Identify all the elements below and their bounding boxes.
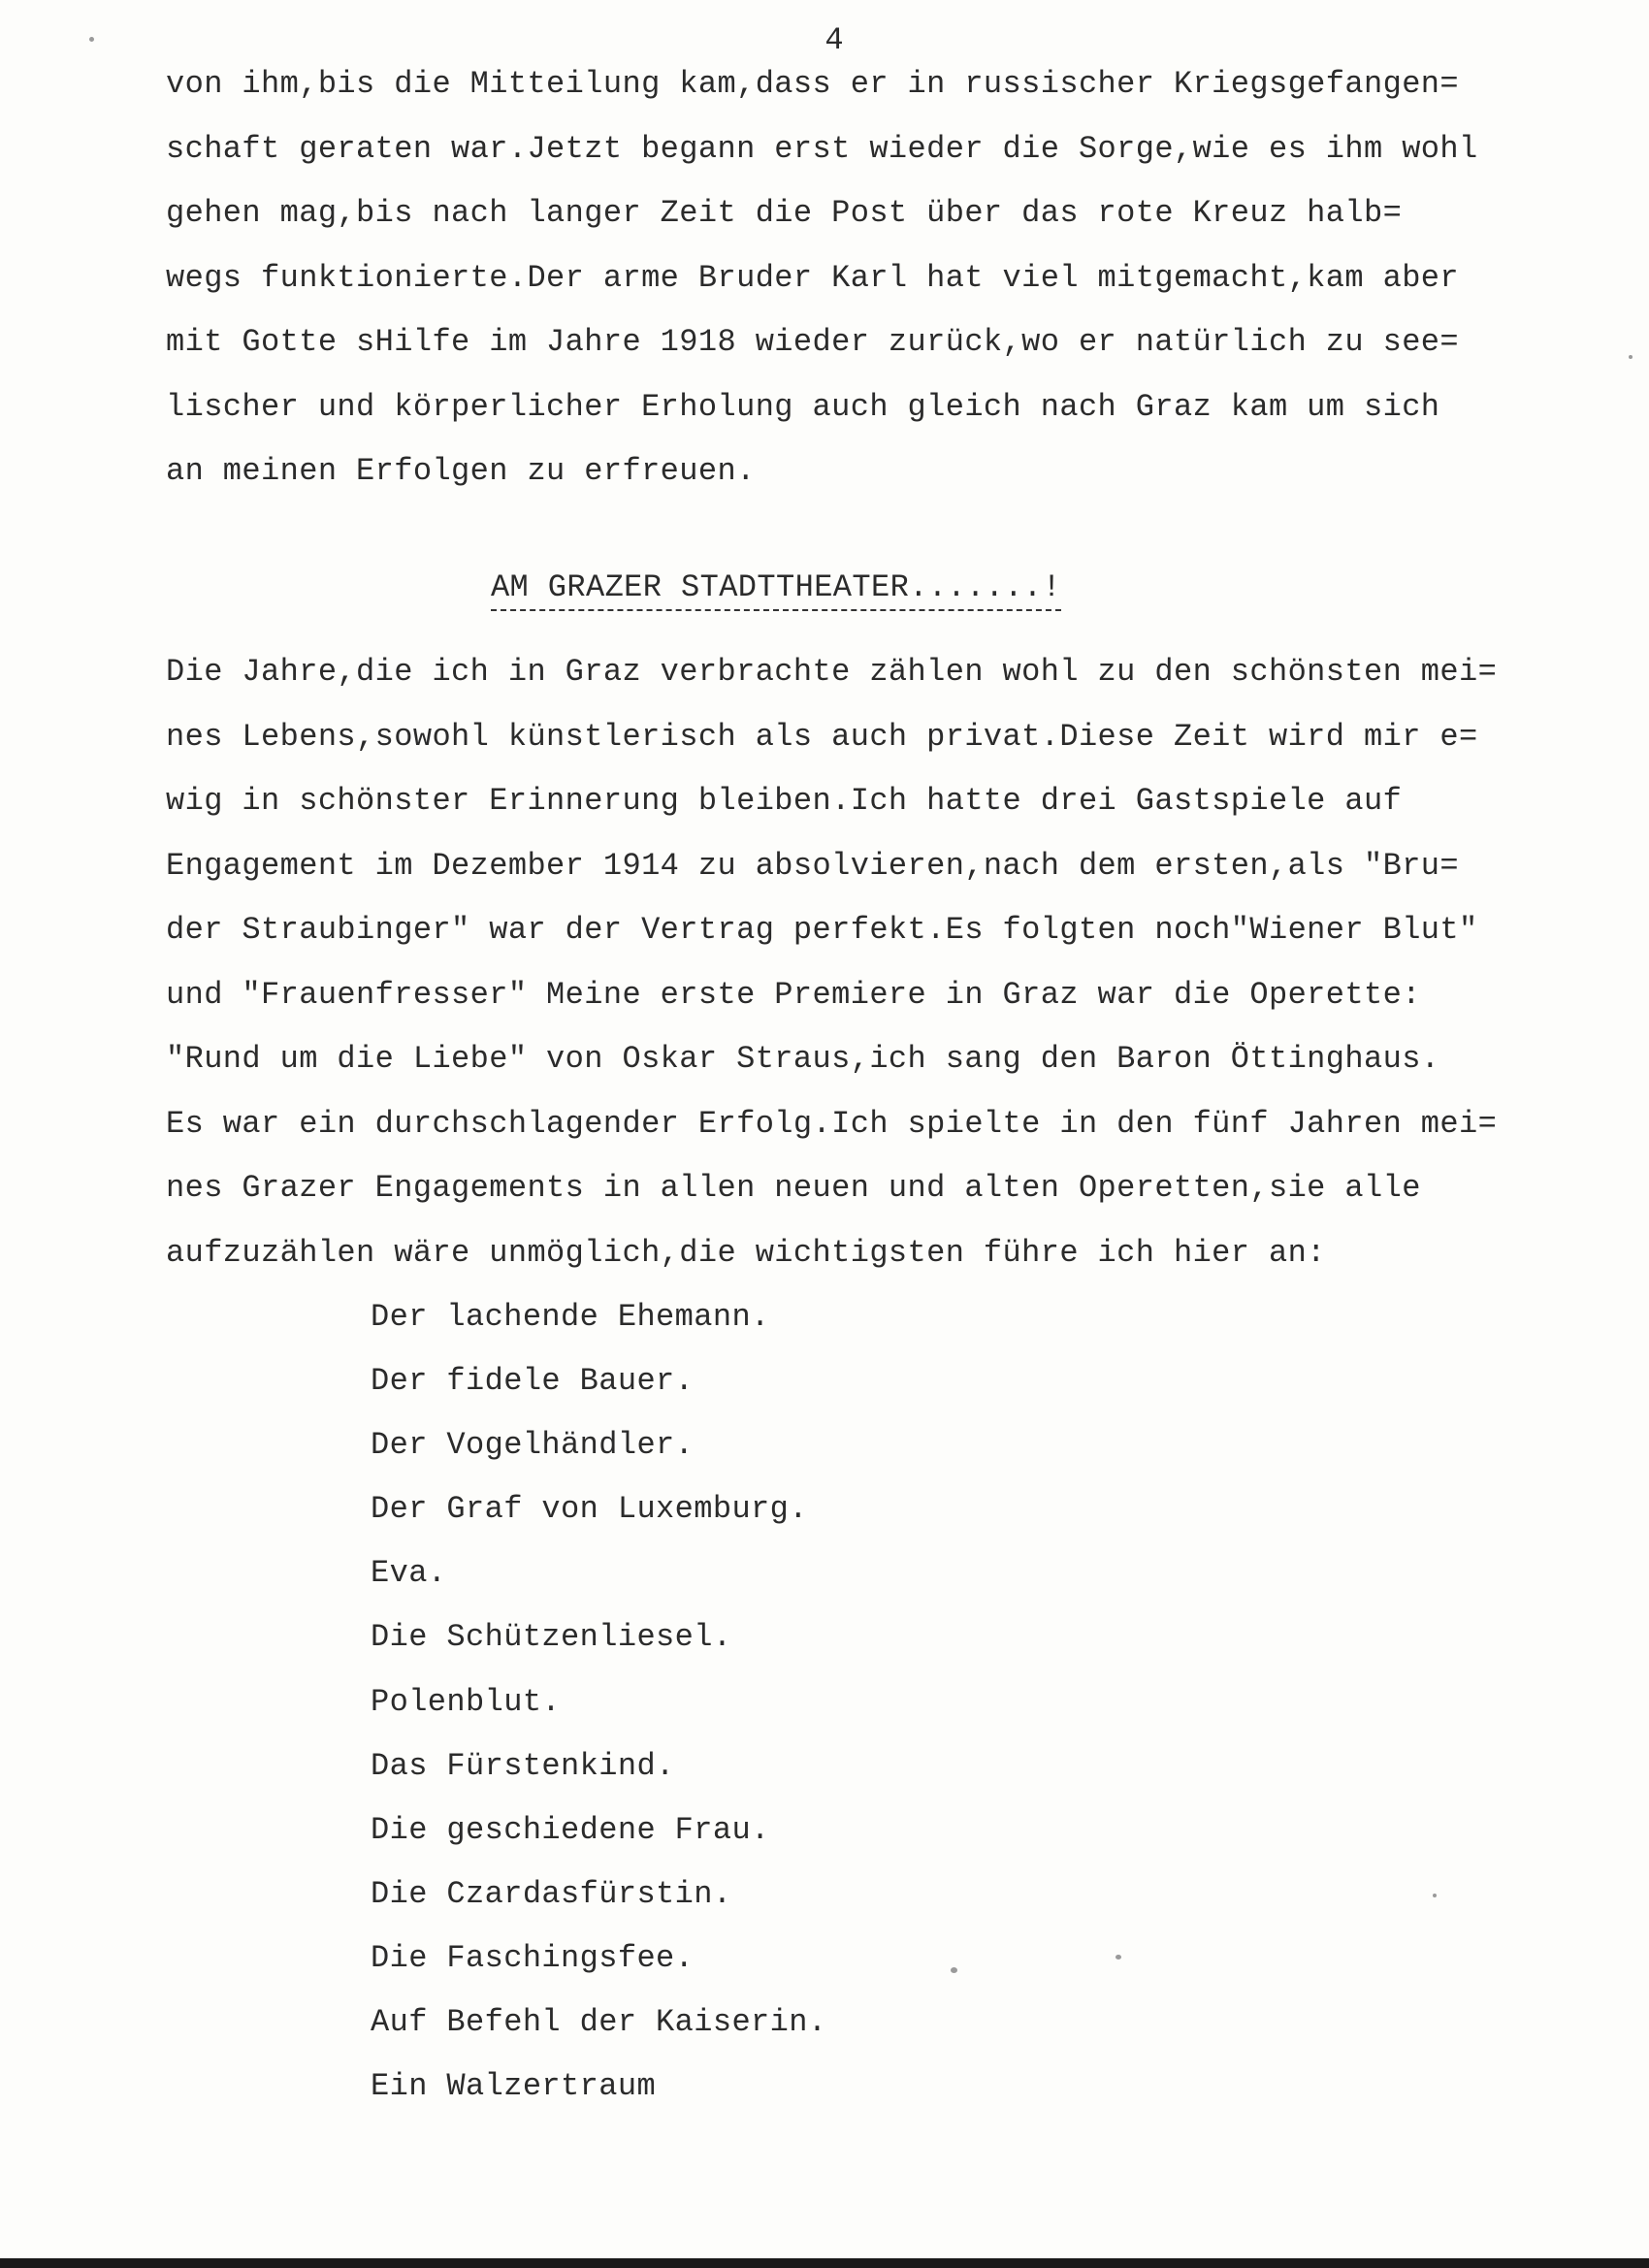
paragraph-graz-years xyxy=(166,640,1601,1285)
paper-speck xyxy=(89,37,94,42)
text-line: "Rund um die Liebe" von Oskar Straus,ich sang den Baron Öttinghaus. xyxy=(166,1041,1440,1077)
text-line: schaft geraten war.Jetzt begann erst wieder die Sorge,wie es ihm wohl xyxy=(166,130,1478,167)
text-line: Die Jahre,die ich in Graz verbrachte zählen wohl zu den schönsten mei= xyxy=(166,654,1498,690)
list-item: Der lachende Ehemann. xyxy=(371,1299,770,1335)
text-line: der Straubinger" war der Vertrag perfekt.Es folgten noch"Wiener Blut" xyxy=(166,912,1478,948)
operetta-list xyxy=(371,1285,826,2119)
paper-speck xyxy=(1116,1955,1121,1960)
text-line: wegs funktionierte.Der arme Bruder Karl hat viel mitgemacht,kam aber xyxy=(166,259,1460,296)
list-item: Die Faschingsfee. xyxy=(371,1939,695,1976)
list-item: Die Schützenliesel. xyxy=(371,1619,732,1656)
list-item: Die Czardasfürstin. xyxy=(371,1875,732,1912)
list-item: Polenblut. xyxy=(371,1683,562,1720)
text-line: lischer und körperlicher Erholung auch gleich nach Graz kam um sich xyxy=(166,388,1440,425)
list-item: Eva. xyxy=(371,1555,447,1592)
paper-speck xyxy=(951,1967,957,1973)
text-line: von ihm,bis die Mitteilung kam,dass er in russischer Kriegsgefangen= xyxy=(166,66,1460,102)
text-line: aufzuzählen wäre unmöglich,die wichtigsten führe ich hier an: xyxy=(166,1234,1326,1271)
text-line: Engagement im Dezember 1914 zu absolvieren,nach dem ersten,als "Bru= xyxy=(166,847,1460,884)
list-item: Die geschiedene Frau. xyxy=(371,1811,770,1848)
list-item: Auf Befehl der Kaiserin. xyxy=(371,2004,827,2041)
paper-speck xyxy=(1629,355,1633,359)
page-number: 4 xyxy=(824,22,844,58)
paragraph-karl-return xyxy=(166,52,1601,504)
text-line: nes Lebens,sowohl künstlerisch als auch privat.Diese Zeit wird mir e= xyxy=(166,718,1478,755)
list-item: Das Fürstenkind. xyxy=(371,1747,675,1784)
text-line: wig in schönster Erinnerung bleiben.Ich hatte drei Gastspiele auf xyxy=(166,783,1403,819)
section-heading xyxy=(0,564,1552,612)
list-item: Der Vogelhändler. xyxy=(371,1427,695,1464)
paper-speck xyxy=(1433,1894,1437,1897)
text-line: nes Grazer Engagements in allen neuen und alten Operetten,sie alle xyxy=(166,1170,1421,1206)
text-line: an meinen Erfolgen zu erfreuen. xyxy=(166,453,756,489)
text-line: und "Frauenfresser" Meine erste Premiere in Graz war die Operette: xyxy=(166,976,1421,1013)
text-line: mit Gotte sHilfe im Jahre 1918 wieder zurück,wo er natürlich zu see= xyxy=(166,324,1460,360)
list-item: Der Graf von Luxemburg. xyxy=(371,1491,808,1528)
list-item: Ein Walzertraum xyxy=(371,2068,657,2105)
text-line: gehen mag,bis nach langer Zeit die Post über das rote Kreuz halb= xyxy=(166,195,1403,231)
scan-edge xyxy=(0,2258,1649,2268)
section-heading-text: AM GRAZER STADTTHEATER.......! xyxy=(491,569,1061,611)
text-line: Es war ein durchschlagender Erfolg.Ich spielte in den fünf Jahren mei= xyxy=(166,1105,1498,1142)
list-item: Der fidele Bauer. xyxy=(371,1363,695,1400)
